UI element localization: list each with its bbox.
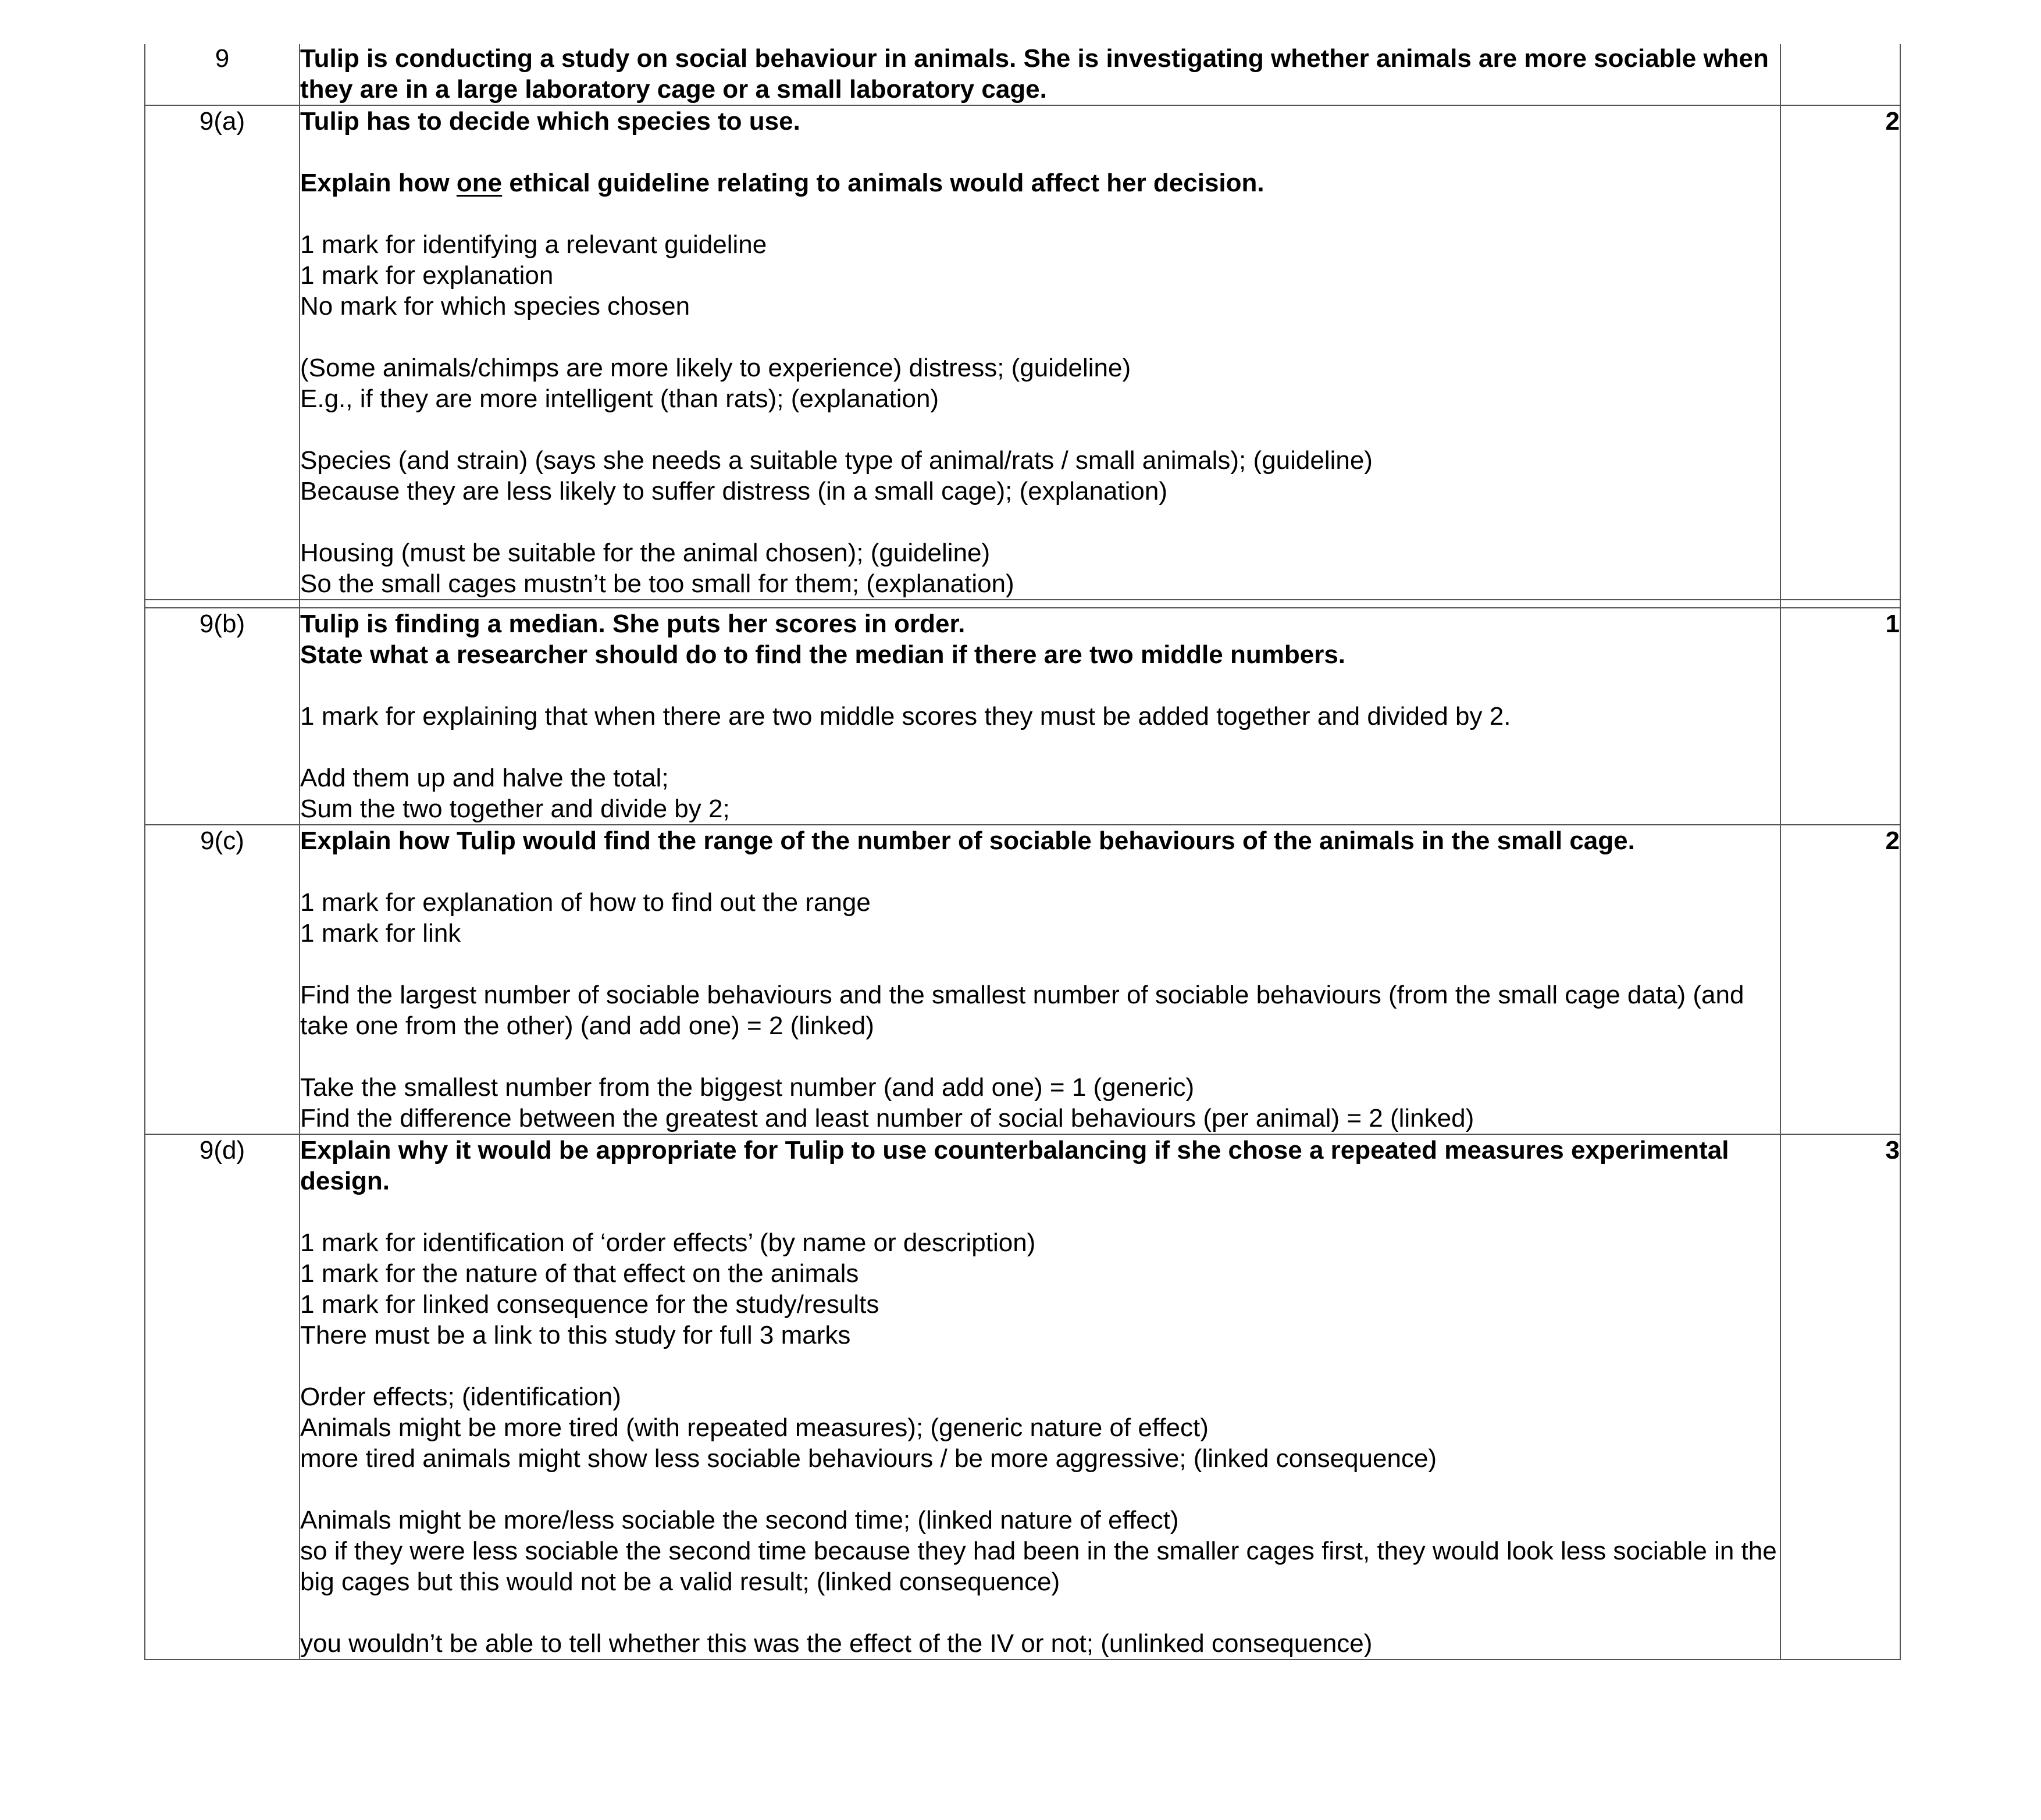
separator-cell [300, 600, 1780, 608]
stem-text: Tulip is conducting a study on social behaviour in animals. She is investigating whether animals are more sociable when they are in a large laboratory cage or a small laboratory cage. [300, 44, 1769, 104]
question-text: Tulip is finding a median. She puts her scores in order. State what a researcher should do to find the median if there are two middle numbers. [300, 610, 1346, 669]
answer-cell [300, 105, 1780, 600]
question-number: 9(b) [145, 608, 300, 825]
question-number: 9(d) [145, 1134, 300, 1659]
question-text: Explain why it would be appropriate for Tulip to use counterbalancing if she chose a repeated measures experimental design. [300, 1136, 1729, 1195]
indicative-answer: (Some animals/chimps are more likely to experience) distress; (guideline) E.g., if they are more intelligent (than rats); (explanation) [300, 354, 1131, 413]
indicative-answer: Add them up and halve the total; Sum the two together and divide by 2; [300, 764, 730, 823]
table-row-9b [145, 608, 1900, 825]
indicative-answer: Find the largest number of sociable behaviours and the smallest number of sociable behaviours (from the small cage data) (and take one from the other) (and add one) = 2 (linked) [300, 981, 1744, 1040]
indicative-answer: Take the smallest number from the biggest number (and add one) = 1 (generic) Find the difference between the greatest and least number of social behaviours (per animal) = 2 (linked) [300, 1073, 1474, 1132]
indicative-answer: Animals might be more/less sociable the second time; (linked nature of effect) so if they were less sociable the second time because they had been in the smaller cages first, they would look less sociable in the big cages but this would not be a valid result; (linked consequence) [300, 1506, 1777, 1596]
marks-cell: 3 [1780, 1134, 1900, 1659]
table-row-9 [145, 42, 1900, 105]
marks-cell: 2 [1780, 825, 1900, 1134]
mark-guidance: 1 mark for identification of ‘order effects’ (by name or description) 1 mark for the nature of that effect on the animals 1 mark for linked consequence for the study/results There must be a link to this study for full 3 marks [300, 1228, 1036, 1349]
marks-cell [1780, 42, 1900, 105]
underlined-word: one [456, 169, 503, 197]
separator-cell [145, 600, 300, 608]
answer-cell [300, 1134, 1780, 1659]
table-row-9c [145, 825, 1900, 1134]
mark-guidance: 1 mark for identifying a relevant guideline 1 mark for explanation No mark for which species chosen [300, 230, 767, 320]
question-text: Explain how Tulip would find the range of the number of sociable behaviours of the animals in the small cage. [300, 827, 1635, 855]
separator-cell [1780, 600, 1900, 608]
question-number: 9(c) [145, 825, 300, 1134]
page-top-cut [144, 42, 1901, 44]
question-text-part: Explain how [300, 169, 457, 197]
mark-scheme-table [144, 42, 1901, 1660]
answer-cell [300, 825, 1780, 1134]
table-row-9a [145, 105, 1900, 600]
question-number: 9(a) [145, 105, 300, 600]
question-number: 9 [145, 42, 300, 105]
table-row-9d [145, 1134, 1900, 1659]
question-text [300, 168, 1780, 198]
question-text: Tulip has to decide which species to use. [300, 107, 800, 136]
indicative-answer: you wouldn’t be able to tell whether this was the effect of the IV or not; (unlinked consequence) [300, 1629, 1373, 1658]
indicative-answer: Order effects; (identification) Animals might be more tired (with repeated measures); (generic nature of effect) more tired animals might show less sociable behaviours / be more aggressive; (linked consequence) [300, 1383, 1437, 1473]
marks-cell: 1 [1780, 608, 1900, 825]
question-stem [300, 42, 1780, 105]
answer-cell [300, 608, 1780, 825]
row-separator [145, 600, 1900, 608]
indicative-answer: Species (and strain) (says she needs a suitable type of animal/rats / small animals); (guideline) Because they are less likely to suffer distress (in a small cage); (explanation) [300, 446, 1373, 505]
mark-guidance: 1 mark for explanation of how to find out the range 1 mark for link [300, 888, 871, 948]
indicative-answer: Housing (must be suitable for the animal chosen); (guideline) So the small cages mustn’t be too small for them; (explanation) [300, 539, 1014, 598]
mark-guidance: 1 mark for explaining that when there are two middle scores they must be added together and divided by 2. [300, 702, 1511, 731]
question-text-part: ethical guideline relating to animals would affect her decision. [502, 169, 1265, 197]
marks-cell: 2 [1780, 105, 1900, 600]
